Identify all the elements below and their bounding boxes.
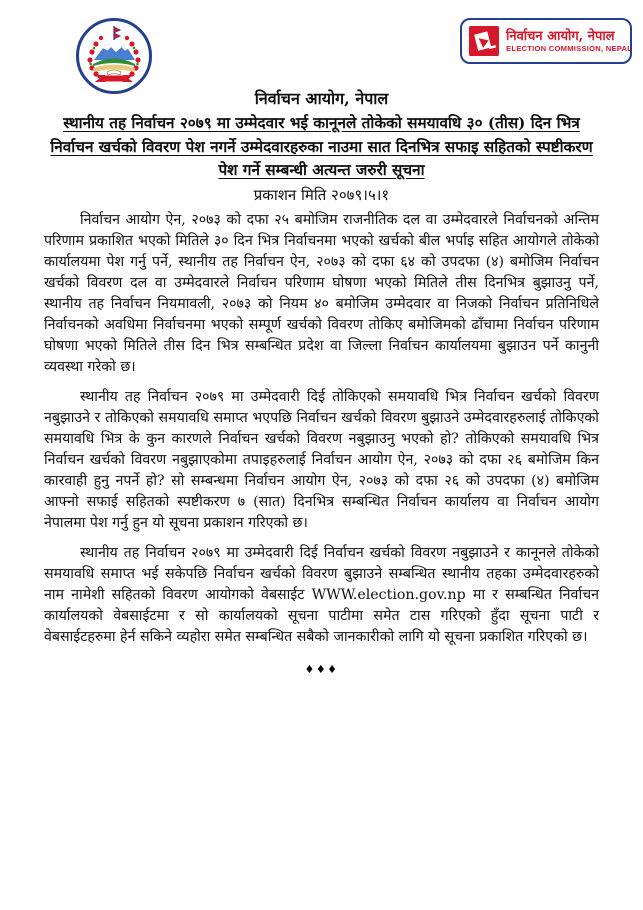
paragraph-2: स्थानीय तह निर्वाचन २०७९ मा उम्मेदवारी दिई तोकिएको समयावधि भित्र निर्वाचन खर्चको विवरण नबुझाउने र तोकिएको समयावधि समाप्त भएपछि निर्वाचन खर्चको विवरण बुझाउने उम्मेदवारहरुलाई तोकिएको समयावधि भित्र के कुन कारणले निर्वाचन खर्चको विवरण नबुझाउनु भएको हो? तोकिएको समयावधि भित्र निर्वाचन खर्चको विवरण नबुझाएकोमा तपाइहरुलाई निर्वाचन आयोग ऐन, २०७३ को दफा २६ बमोजिम किन कारवाही हुनु नपर्ने हो? सो सम्बन्धमा निर्वाचन आयोग ऐन, २०७३ को दफा २६ को उपदफा (४) बमोजिम आफ्नो सफाई सहितको स्पष्टीकरण ७ (सात) दिनभित्र सम्बन्धित निर्वाचन कार्यालय वा निर्वाचन आयोग नेपालमा पेश गर्नु हुन यो सूचना प्रकाशन गरिएको छ। [44,388,599,531]
notice-subject [44,112,599,183]
election-commission-badge [460,18,632,64]
subject-line-3: पेश गर्ने सम्बन्धी अत्यन्त जरुरी सूचना [218,161,425,179]
organization-title: निर्वाचन आयोग, नेपाल [254,89,389,108]
notice-content [44,88,599,676]
publish-date: प्रकाशन मिति २०७९।५।१ [253,185,390,204]
badge-title-nepali: निर्वाचन आयोग, नेपाल [506,28,615,44]
nepal-coat-of-arms-icon [74,16,154,96]
paragraph-1: निर्वाचन आयोग ऐन, २०७३ को दफा २५ बमोजिम राजनीतिक दल वा उम्मेदवारले निर्वाचनको अन्तिम परिणाम प्रकाशित भएको मितिले ३० दिन भित्र निर्वाचनमा भएको खर्चको बील भर्पाइ सहित आयोगले तोकेको कार्यालयमा पेश गर्नु पर्ने, स्थानीय तह निर्वाचन ऐन, २०७३ को दफा ६४ को उपदफा (४) बमोजिम निर्वाचन खर्चको विवरण दल वा उम्मेदवारले निर्वाचन परिणाम घोषणा भएको मितिले तीस दिनभित्र बुझाउनु पर्ने, स्थानीय तह निर्वाचन नियमावली, २०७३ को नियम ४० बमोजिम उम्मेदवार वा निजको निर्वाचन प्रतिनिधिले निर्वाचनको अवधिमा निर्वाचनमा भएको सम्पूर्ण खर्चको विवरण तोकिए बमोजिमको ढाँचामा निर्वाचन परिणाम घोषणा भएको मितिले तीस दिन भित्र सम्बन्धित प्रदेश वा जिल्ला निर्वाचन कार्यालयमा बुझाउन पर्ने कानुनी व्यवस्था गरेको छ। [44,211,599,375]
badge-text [506,29,632,54]
ballot-box-icon [469,26,499,56]
paragraph-3: स्थानीय तह निर्वाचन २०७९ मा उम्मेदवारी दिई निर्वाचन खर्चको विवरण नबुझाउने र कानूनले तोकेको समयावधि समाप्त भई सकेपछि निर्वाचन खर्चको विवरण बुझाउने सम्बन्धित स्थानीय तहका उम्मेदवारहरुको नाम नामेशी सहितको विवरण आयोगको वेबसाईट WWW.election.gov.np मा र सम्बन्धित निर्वाचन कार्यालयको वेबसाईटमा र सो कार्यालयको सूचना पाटीमा समेत टास गरिएको हुँदा सूचना पाटी र वेबसाईटहरुमा हेर्न सकिने व्यहोरा समेत सम्बन्धित सबैको जानकारीको लागि यो सूचना प्रकाशित गरिएको छ। [44,544,599,645]
subject-line-1: स्थानीय तह निर्वाचन २०७९ मा उम्मेदवार भई कानूनले तोकेको समयावधि ३० (तीस) दिन भित्र [63,114,580,132]
badge-title-english: ELECTION COMMISSION, NEPAL [506,44,633,54]
end-of-notice-mark: ♦♦♦ [304,662,339,676]
notice-body [44,210,599,648]
document-header [0,0,643,96]
subject-line-2: निर्वाचन खर्चको विवरण पेश नगर्ने उम्मेदवारहरुका नाउमा सात दिनभित्र सफाइ सहितको स्पष्टीकरण [50,137,593,156]
